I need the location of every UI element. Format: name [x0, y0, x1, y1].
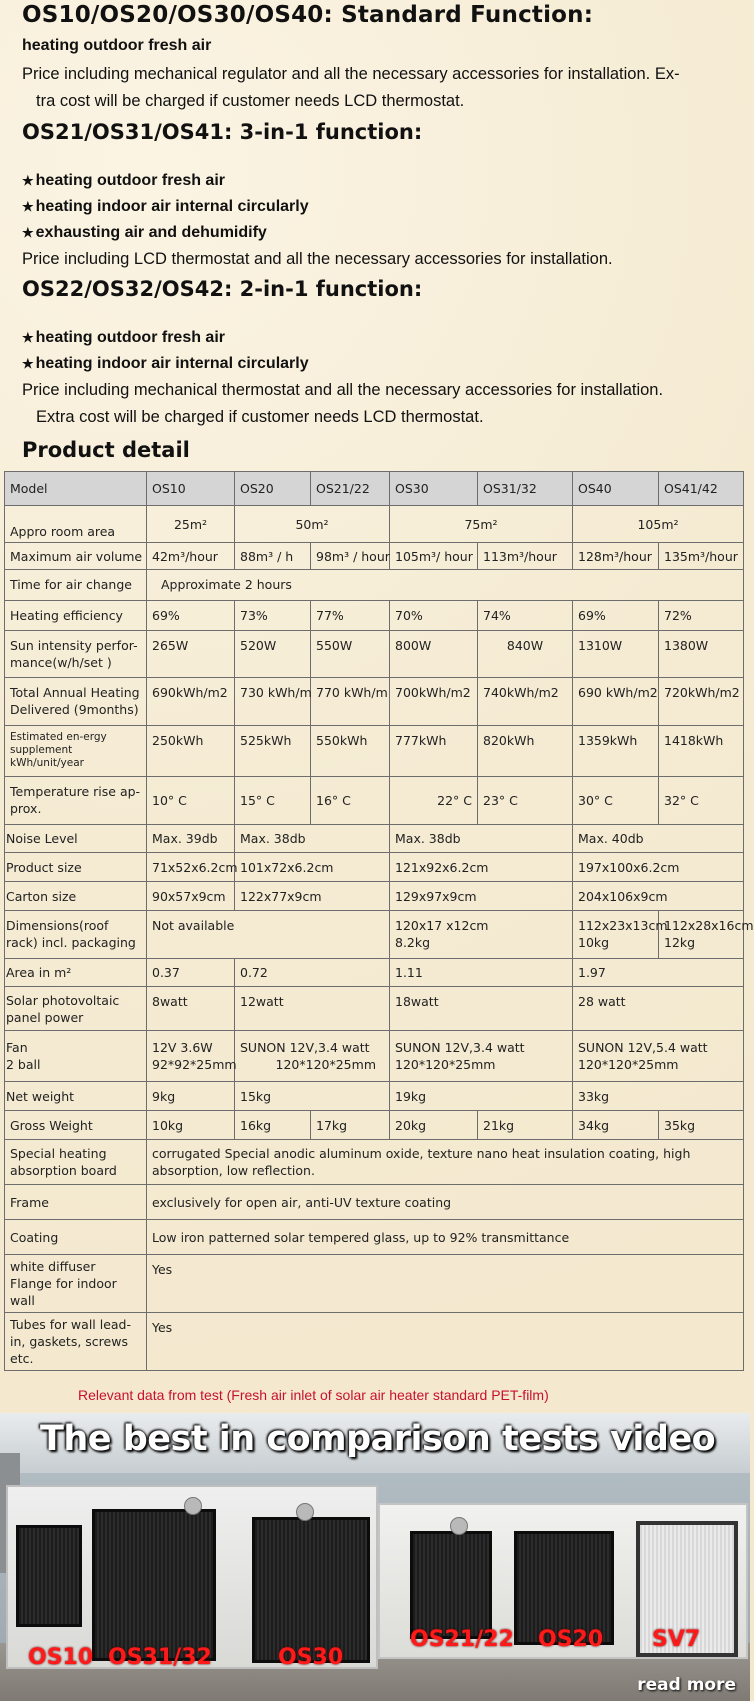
table-cell: 16° C [311, 777, 390, 824]
table-row [5, 1220, 744, 1255]
table-cell: 197x100x6.2cm [573, 853, 744, 882]
table-row [5, 911, 744, 958]
table-cell: 121x92x6.2cm [390, 853, 573, 882]
row-label: Solar photovoltaic panel power [5, 987, 147, 1030]
table-cell: 105m³/ hour [390, 543, 478, 570]
table-cell: Max. 40db [573, 824, 744, 853]
section2-price: Price including LCD thermostat and all the necessary accessories for installation. [22, 250, 613, 268]
header-cell: OS21/22 [311, 472, 390, 506]
table-cell: 12watt [235, 987, 390, 1030]
bullet-item: ★ exhausting air and dehumidify [22, 224, 267, 241]
fan-size: 120*120*25mm [275, 1056, 376, 1072]
section1-price-line1: Price including mechanical regulator and all the necessary accessories for installation. Ex- [22, 65, 680, 83]
table-cell: 840W [478, 630, 573, 677]
bullet-item: ★ heating outdoor fresh air [22, 329, 225, 346]
row-label: Tubes for wall lead-in, gaskets, screws etc. [5, 1313, 147, 1371]
table-cell: 0.37 [147, 958, 235, 987]
table-cell: 72% [659, 600, 744, 630]
table-cell: 15kg [235, 1082, 390, 1111]
fan-size: 120*120*25mm [395, 1056, 496, 1072]
bullet-item: ★ heating indoor air internal circularly [22, 198, 309, 215]
heater-panel-os31 [92, 1509, 216, 1661]
table-cell: Yes [147, 1313, 744, 1371]
row-label: Area in m² [5, 958, 147, 987]
star-icon: ★ [22, 225, 34, 240]
table-cell: 75m² [390, 506, 573, 543]
table-cell: 74% [478, 600, 573, 630]
table-row [5, 678, 744, 725]
table-cell: 700kWh/m2 [390, 678, 478, 725]
row-label: Product size [5, 853, 147, 882]
section3-price-line1: Price including mechanical thermostat and all the necessary accessories for installation. [22, 381, 664, 399]
dimension-weight: 10kg [578, 935, 610, 951]
table-cell: 1310W [573, 630, 659, 677]
fan-spec: SUNON 12V,3.4 watt [240, 1039, 370, 1055]
header-cell: OS41/42 [659, 472, 744, 506]
table-cell: 204x106x9cm [573, 882, 744, 911]
header-cell: OS20 [235, 472, 311, 506]
table-row [5, 1082, 744, 1111]
table-cell: 69% [573, 600, 659, 630]
table-row [5, 777, 744, 824]
table-row [5, 853, 744, 882]
comparison-video-thumbnail[interactable] [0, 1413, 750, 1701]
table-cell: 820kWh [478, 725, 573, 777]
table-cell: 1418kWh [659, 725, 744, 777]
model-label-os10: OS10 [28, 1645, 94, 1670]
table-cell [390, 1030, 573, 1082]
table-cell: 18watt [390, 987, 573, 1030]
table-row [5, 1313, 744, 1371]
table-cell: 34kg [573, 1111, 659, 1140]
table-cell: 42m³/hour [147, 543, 235, 570]
row-label: Time for air change [5, 569, 147, 600]
table-cell: Not available [147, 911, 390, 958]
row-label: Total Annual Heating Delivered (9months) [5, 678, 147, 725]
fan-spec: 12V 3.6W [152, 1039, 213, 1055]
table-cell: 71x52x6.2cm [147, 853, 235, 882]
table-row [5, 1255, 744, 1313]
table-cell: 17kg [311, 1111, 390, 1140]
table-cell: 777kWh [390, 725, 478, 777]
model-label-sv7: SV7 [652, 1627, 701, 1652]
table-cell [573, 1030, 744, 1082]
table-row [5, 824, 744, 853]
table-cell: 550W [311, 630, 390, 677]
row-label: Temperature rise ap-prox. [5, 777, 147, 824]
table-cell: 525kWh [235, 725, 311, 777]
table-cell: Low iron patterned solar tempered glass, up to 92% transmittance [147, 1220, 744, 1255]
table-header-row [5, 472, 744, 506]
table-row [5, 506, 744, 543]
row-label: Gross Weight [5, 1111, 147, 1140]
star-icon: ★ [22, 173, 34, 188]
table-row [5, 543, 744, 570]
table-cell: 122x77x9cm [235, 882, 390, 911]
table-cell: 770 kWh/m [311, 678, 390, 725]
section1-title: OS10/OS20/OS30/OS40: Standard Function: [22, 2, 594, 28]
table-cell: 22° C [390, 777, 478, 824]
table-cell: 113m³/hour [478, 543, 573, 570]
model-label-os30: OS30 [278, 1645, 344, 1670]
row-label: Sun intensity perfor-mance(w/h/set ) [5, 630, 147, 677]
table-cell: 550kWh [311, 725, 390, 777]
fan-label: Fan [6, 1039, 28, 1055]
model-label-os21: OS21/22 [410, 1627, 514, 1652]
read-more-link[interactable]: read more [637, 1675, 736, 1695]
table-cell: 1359kWh [573, 725, 659, 777]
table-cell: 1380W [659, 630, 744, 677]
table-row [5, 630, 744, 677]
table-cell: 128m³/hour [573, 543, 659, 570]
table-cell: 20kg [390, 1111, 478, 1140]
table-cell [235, 1030, 390, 1082]
table-cell: 730 kWh/m [235, 678, 311, 725]
fan-spec: SUNON 12V,3.4 watt [395, 1039, 525, 1055]
table-cell: 101x72x6.2cm [235, 853, 390, 882]
table-cell: 90x57x9cm [147, 882, 235, 911]
table-cell: Max. 39db [147, 824, 235, 853]
table-row [5, 1111, 744, 1140]
table-cell: 70% [390, 600, 478, 630]
table-cell [573, 911, 668, 958]
table-cell [390, 911, 573, 958]
row-label: Appro room area [5, 506, 147, 543]
section1-subtitle: heating outdoor fresh air [22, 37, 212, 54]
table-row [5, 1139, 744, 1184]
table-cell: 21kg [478, 1111, 573, 1140]
table-cell: 19kg [390, 1082, 573, 1111]
table-cell: 28 watt [573, 987, 744, 1030]
table-cell: Max. 38db [235, 824, 390, 853]
table-cell: 690kWh/m2 [147, 678, 235, 725]
table-cell: 265W [147, 630, 235, 677]
table-cell: corrugated Special anodic aluminum oxide, texture nano heat insulation coating, high absorption, low reflection. [147, 1139, 744, 1184]
bullet-item: ★ heating outdoor fresh air [22, 172, 225, 189]
product-detail-title: Product detail [22, 438, 190, 462]
table-cell: 23° C [478, 777, 573, 824]
row-label: Carton size [5, 882, 147, 911]
dimension-size: 112x28x16cm [664, 918, 754, 934]
table-cell: 15° C [235, 777, 311, 824]
table-row [5, 987, 744, 1030]
table-row [5, 569, 744, 600]
table-cell: 30° C [573, 777, 659, 824]
model-label-os31: OS31/32 [108, 1645, 212, 1670]
dimension-weight: 12kg [664, 935, 696, 951]
row-label: Special heating absorption board [5, 1139, 147, 1184]
table-cell: 135m³/hour [659, 543, 744, 570]
dimension-weight: 8.2kg [395, 935, 431, 951]
bullet-item: ★ heating indoor air internal circularly [22, 355, 309, 372]
header-cell: OS40 [573, 472, 659, 506]
table-cell: 10° C [147, 777, 235, 824]
heater-panel-os30 [252, 1517, 370, 1663]
table-cell [147, 1030, 235, 1082]
table-cell: exclusively for open air, anti-UV texture coating [147, 1185, 744, 1220]
header-cell: OS31/32 [478, 472, 573, 506]
table-cell: 250kWh [147, 725, 235, 777]
table-cell: 88m³ / h [235, 543, 311, 570]
star-icon: ★ [22, 199, 34, 214]
table-cell: Approximate 2 hours [147, 569, 744, 600]
dimension-size: 120x17 x12cm [395, 918, 489, 934]
table-cell: 800W [390, 630, 478, 677]
fan-icon [184, 1497, 202, 1515]
section3-title: OS22/OS32/OS42: 2-in-1 function: [22, 277, 423, 301]
table-cell: 16kg [235, 1111, 311, 1140]
table-cell: 33kg [573, 1082, 744, 1111]
table-cell: 8watt [147, 987, 235, 1030]
table-cell: 69% [147, 600, 235, 630]
table-cell: 1.11 [390, 958, 573, 987]
test-data-note: Relevant data from test (Fresh air inlet of solar air heater standard PET-film) [78, 1387, 549, 1403]
section2-bullets [22, 168, 738, 246]
table-cell: 105m² [573, 506, 744, 543]
table-cell: 9kg [147, 1082, 235, 1111]
dimension-size: 112x23x13cm [578, 918, 668, 934]
fan-spec: SUNON 12V,5.4 watt [578, 1039, 708, 1055]
fan-icon [296, 1503, 314, 1521]
model-label-os20: OS20 [538, 1627, 604, 1652]
row-label: Heating efficiency [5, 600, 147, 630]
table-cell: 520W [235, 630, 311, 677]
table-cell: Max. 38db [390, 824, 573, 853]
table-cell: 98m³ / hour [311, 543, 390, 570]
heater-panel-os21 [410, 1531, 492, 1639]
table-cell: Yes [147, 1255, 744, 1313]
table-cell: 10kg [147, 1111, 235, 1140]
row-label: Estimated en-ergy supplement kWh/unit/year [5, 725, 147, 777]
fan-size: 120*120*25mm [578, 1056, 679, 1072]
section1-price [22, 61, 738, 115]
header-cell: Model [5, 472, 147, 506]
row-label: Coating [5, 1220, 147, 1255]
table-cell: 129x97x9cm [390, 882, 573, 911]
table-cell: 720kWh/m2 [659, 678, 744, 725]
table-cell: 73% [235, 600, 311, 630]
table-cell: 35kg [659, 1111, 744, 1140]
table-cell: 32° C [659, 777, 744, 824]
table-row [5, 725, 744, 777]
fan-size: 92*92*25mm [152, 1056, 237, 1072]
section3-price-line2: Extra cost will be charged if customer needs LCD thermostat. [36, 408, 484, 426]
section3-price [22, 377, 738, 431]
star-icon: ★ [22, 330, 34, 345]
table-cell: 0.72 [235, 958, 390, 987]
fan-bearing-label: 2 ball [6, 1056, 41, 1072]
row-label: Noise Level [5, 824, 147, 853]
row-label: Maximum air volume [5, 543, 147, 570]
heater-panel-os10 [16, 1525, 82, 1627]
table-cell: 740kWh/m2 [478, 678, 573, 725]
table-row [5, 600, 744, 630]
header-cell: OS30 [390, 472, 478, 506]
row-label: Net weight [5, 1082, 147, 1111]
fan-icon [450, 1517, 468, 1535]
section2-title: OS21/OS31/OS41: 3-in-1 function: [22, 120, 423, 144]
row-label: Dimensions(roof rack) incl. packaging [5, 911, 147, 958]
row-label [5, 1030, 147, 1082]
table-row [5, 1030, 744, 1082]
table-cell: 1.97 [573, 958, 744, 987]
table-cell: 690 kWh/m2 [573, 678, 659, 725]
header-cell: OS10 [147, 472, 235, 506]
table-row [5, 1185, 744, 1220]
section3-bullets [22, 325, 738, 377]
section1-price-line2: tra cost will be charged if customer needs LCD thermostat. [36, 92, 465, 110]
table-cell: 25m² [147, 506, 235, 543]
table-row [5, 958, 744, 987]
video-banner-title: The best in comparison tests video [40, 1419, 716, 1459]
table-row [5, 882, 744, 911]
star-icon: ★ [22, 356, 34, 371]
product-spec-table [4, 471, 754, 1371]
table-cell: 77% [311, 600, 390, 630]
table-cell [659, 911, 754, 958]
row-label: Frame [5, 1185, 147, 1220]
row-label: white diffuser Flange for indoor wall [5, 1255, 147, 1313]
table-cell: 50m² [235, 506, 390, 543]
